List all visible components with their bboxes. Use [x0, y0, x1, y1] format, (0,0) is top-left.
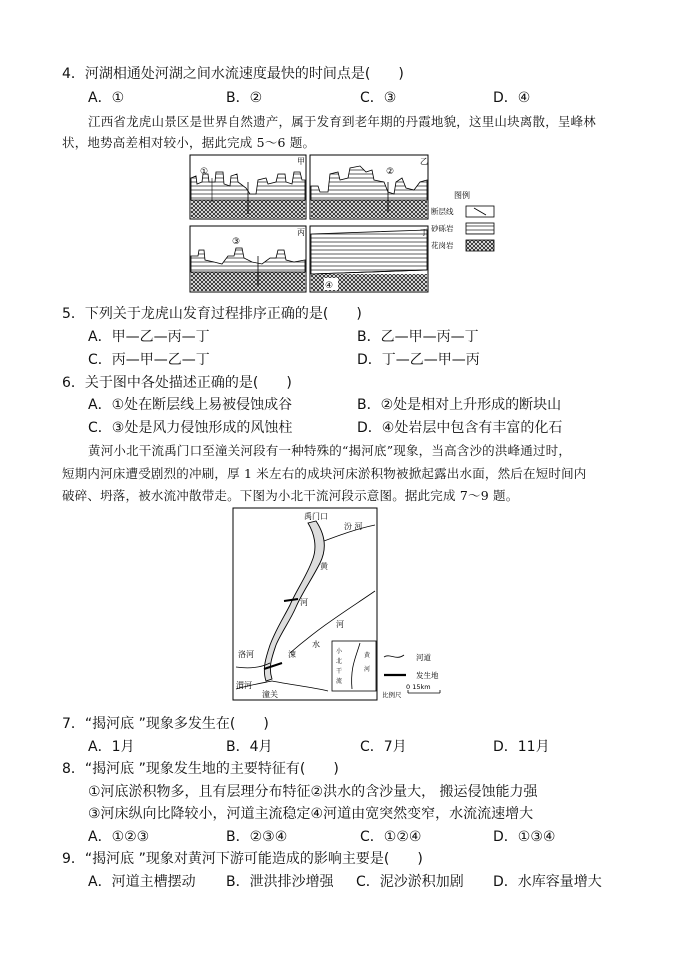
- q6-option-d: D．④处岩层中包含有丰富的化石: [357, 420, 563, 436]
- inset-xiao: 小: [336, 648, 343, 655]
- marker-2: ②: [386, 167, 395, 177]
- intro-7-9-line2: 短期内河床遭受剧烈的冲刷，厚 1 米左右的成块河床淤积物被掀起露出水面，然后在短时间内: [62, 466, 587, 481]
- label-he2: 河: [336, 620, 344, 629]
- q4-option-c: C．③: [360, 90, 397, 106]
- question-6-stem: 6．关于图中各处描述正确的是( ): [62, 375, 292, 391]
- q8-statement-line1: ①河底淤积物多，且有层理分布特征②洪水的含沙量大， 搬运侵蚀能力强: [88, 784, 538, 800]
- question-8-stem: 8．“揭河底 ”现象发生地的主要特征有( ): [62, 761, 339, 777]
- q6-option-a: A．①处在断层线上易被侵蚀成谷: [88, 397, 293, 413]
- intro-7-9-line1: 黄河小北干流禹门口至潼关河段有一种特殊的“揭河底”现象，当高含沙的洪峰通过时，: [88, 443, 572, 458]
- legend-site-label: 发生地: [416, 671, 439, 680]
- intro-5-6-line1: 江西省龙虎山景区是世界自然遗产，属于发育到老年期的丹霞地貌，这里山块离散，呈峰林: [88, 114, 597, 129]
- label-he1: 河: [300, 598, 308, 607]
- label-shui: 水: [312, 640, 320, 649]
- danxia-stage-diagram: [188, 152, 498, 298]
- map-legend: [382, 652, 440, 699]
- q5-option-a: A．甲—乙—丙—丁: [88, 329, 210, 345]
- label-luohe: 洛河: [238, 650, 254, 659]
- question-4-stem: 4．河湖相通处河湖之间水流速度最快的时间点是( ): [62, 66, 404, 82]
- q9-option-a: A．河道主槽摆动: [88, 874, 196, 890]
- q8-option-b: B．②③④: [226, 829, 288, 845]
- intro-5-6-line2: 状，地势高差相对较小，据此完成 5～6 题。: [62, 135, 316, 150]
- q8-option-c: C．①②④: [360, 829, 422, 845]
- q8-option-d: D．①③④: [493, 829, 556, 845]
- q7-option-b: B．4月: [226, 739, 273, 755]
- scale-value: 0 15km: [406, 683, 431, 691]
- inset-huang: 黄: [364, 652, 371, 659]
- label-su: 涑: [288, 650, 296, 659]
- legend-granite-label: 花岗岩: [431, 241, 454, 250]
- scale-label: 比例尺: [382, 691, 402, 699]
- legend-channel-label: 河道: [416, 653, 431, 662]
- inset-he: 河: [364, 666, 371, 673]
- question-5-stem: 5．下列关于龙虎山发育过程排序正确的是( ): [62, 306, 362, 322]
- panel-bing-label: 丙: [297, 228, 305, 237]
- q9-option-c: C．泥沙淤积加剧: [356, 874, 464, 890]
- inset-liu: 流: [336, 678, 343, 685]
- q4-option-b: B．②: [226, 90, 263, 106]
- inset-bei: 北: [336, 658, 343, 665]
- q7-option-a: A．1月: [88, 739, 135, 755]
- question-7-stem: 7．“揭河底 ”现象多发生在( ): [62, 716, 269, 732]
- marker-3: ③: [232, 237, 241, 247]
- q7-option-d: D．11月: [493, 739, 550, 755]
- q9-option-d: D．水库容量增大: [493, 874, 602, 890]
- label-yumenkou: 禹门口: [304, 512, 328, 521]
- marker-4: ④: [325, 281, 334, 291]
- location-inset: [332, 641, 376, 691]
- q8-option-a: A．①②③: [88, 829, 150, 845]
- marker-1: ①: [200, 167, 209, 177]
- panel-jia: [190, 155, 306, 219]
- label-huang: 黄: [320, 562, 328, 571]
- q4-option-a: A．①: [88, 90, 125, 106]
- q5-option-b: B．乙—甲—丙—丁: [357, 329, 479, 345]
- panel-ding-label: 丁: [420, 228, 428, 237]
- intro-7-9-line3: 破碎、坍落，被水流冲散带走。下图为小北干流河段示意图。据此完成 7～9 题。: [62, 488, 519, 503]
- q6-option-c: C．③处是风力侵蚀形成的风蚀柱: [88, 420, 293, 436]
- panel-jia-label: 甲: [297, 157, 305, 166]
- label-tongguan: 潼关: [262, 690, 278, 699]
- q8-statement-line2: ③河床纵向比降较小，河道主流稳定④河道由宽突然变窄，水流流速增大: [88, 806, 534, 822]
- yellow-river-map: [232, 507, 462, 702]
- legend-title: 图例: [454, 191, 470, 200]
- q7-option-c: C．7月: [360, 739, 407, 755]
- figure-legend: [431, 190, 494, 251]
- legend-fault-label: 断层线: [431, 207, 454, 216]
- panel-yi: [310, 155, 428, 219]
- q5-option-c: C．丙—甲—乙—丁: [88, 352, 210, 368]
- label-fenhe: 汾 河: [344, 522, 363, 531]
- q5-option-d: D．丁—乙—甲—丙: [357, 352, 480, 368]
- legend-sand-label: 砂砾岩: [431, 224, 454, 233]
- panel-bing: [190, 226, 306, 292]
- label-weihe: 渭河: [236, 681, 252, 690]
- question-9-stem: 9．“揭河底 ”现象对黄河下游可能造成的影响主要是( ): [62, 851, 423, 867]
- q4-option-d: D．④: [493, 90, 531, 106]
- q6-option-b: B．②处是相对上升形成的断块山: [357, 397, 562, 413]
- panel-yi-label: 乙: [420, 157, 428, 166]
- q9-option-b: B．泄洪排沙增强: [226, 874, 334, 890]
- inset-gan: 干: [336, 668, 343, 675]
